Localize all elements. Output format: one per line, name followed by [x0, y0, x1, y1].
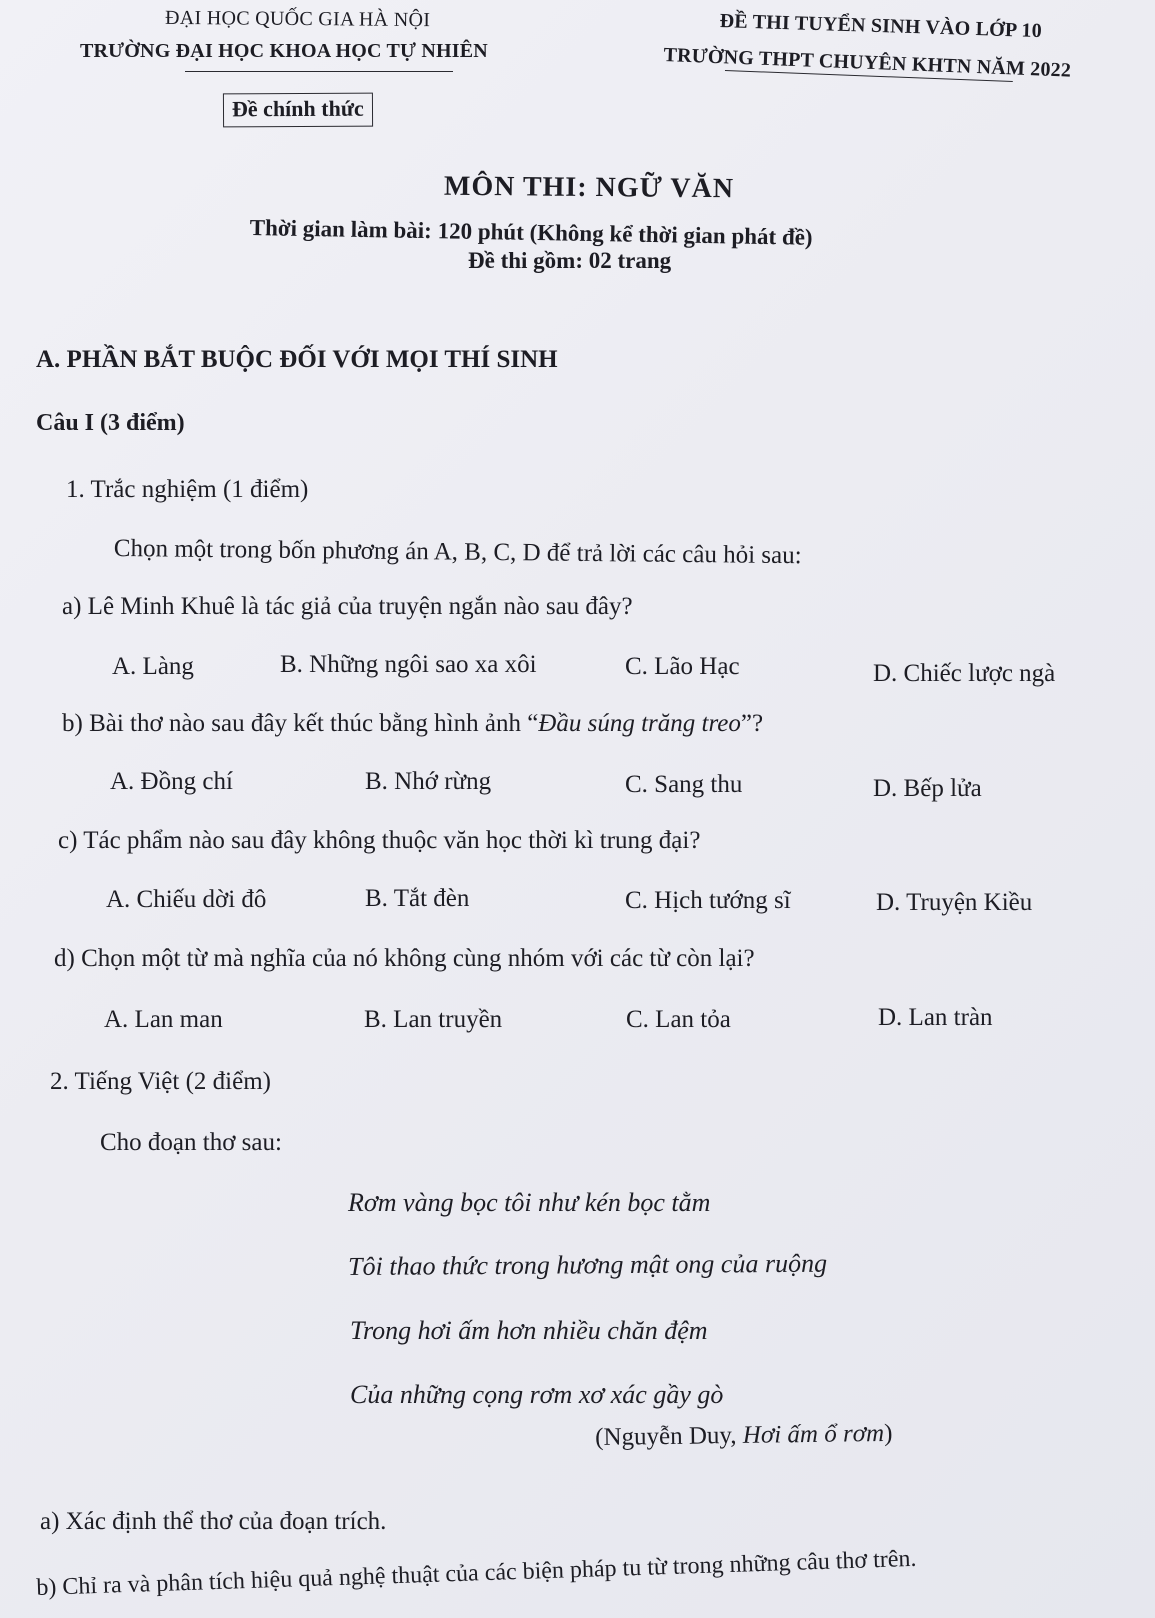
- poem-source-prefix: (Nguyễn Duy,: [595, 1421, 744, 1451]
- poem-line-2: Tôi thao thức trong hương mật ong của ruộng: [348, 1248, 828, 1281]
- question-c-option-d: D. Truyện Kiều: [876, 889, 1033, 916]
- part-2-intro: Cho đoạn thơ sau:: [100, 1129, 282, 1156]
- question-b-prefix: b) Bài thơ nào sau đây kết thúc bằng hình ảnh “: [62, 710, 539, 737]
- question-c-option-c: C. Hịch tướng sĩ: [625, 887, 791, 914]
- official-label: Đề chính thức: [223, 93, 373, 128]
- question-1-title: Câu I (3 điểm): [36, 410, 185, 436]
- question-d: d) Chọn một từ mà nghĩa của nó không cùng nhóm với các từ còn lại?: [54, 945, 755, 972]
- question-b-option-b: B. Nhớ rừng: [365, 768, 492, 795]
- exam-school: TRƯỜNG THPT CHUYÊN KHTN NĂM 2022: [663, 44, 1072, 82]
- question-b-option-d: D. Bếp lửa: [873, 775, 982, 802]
- exam-subject: MÔN THI: NGỮ VĂN: [443, 170, 735, 205]
- exam-heading: ĐỀ THI TUYỂN SINH VÀO LỚP 10: [719, 10, 1043, 43]
- school-name: [80, 40, 488, 63]
- poem-line-4: Của những cọng rơm xơ xác gầy gò: [350, 1380, 724, 1409]
- exam-pages: Đề thi gồm: 02 trang: [468, 248, 672, 273]
- task-a: a) Xác định thể thơ của đoạn trích.: [40, 1508, 387, 1535]
- question-c-option-a: A. Chiếu dời đô: [106, 886, 267, 913]
- poem-line-3: Trong hơi ấm hơn nhiều chăn đệm: [350, 1316, 708, 1345]
- poem-line-1: Rơm vàng bọc tôi như kén bọc tằm: [348, 1188, 711, 1217]
- question-c-option-b: B. Tắt đèn: [365, 885, 470, 912]
- part-1-title: 1. Trắc nghiệm (1 điểm): [66, 476, 309, 503]
- question-b-quote: Đầu súng trăng treo: [538, 710, 741, 737]
- question-d-option-a: A. Lan man: [104, 1006, 223, 1033]
- question-d-option-c: C. Lan tỏa: [626, 1006, 731, 1033]
- poem-source: [595, 1420, 893, 1452]
- question-c: c) Tác phẩm nào sau đây không thuộc văn học thời kì trung đại?: [58, 827, 701, 854]
- question-b: [62, 710, 763, 738]
- question-a-option-d: D. Chiếc lược ngà: [873, 660, 1056, 687]
- exam-time: Thời gian làm bài: 120 phút (Không kể thời gian phát đề): [249, 215, 813, 250]
- school-name-underline: [185, 71, 453, 72]
- question-b-option-a: A. Đồng chí: [110, 768, 233, 795]
- question-d-option-b: B. Lan truyền: [364, 1006, 503, 1033]
- question-d-option-d: D. Lan tràn: [878, 1004, 993, 1031]
- poem-source-title: Hơi ấm ổ rơm: [742, 1419, 885, 1449]
- part-1-instruction: Chọn một trong bốn phương án A, B, C, D để trả lời các câu hỏi sau:: [113, 535, 802, 570]
- part-2-title: 2. Tiếng Việt (2 điểm): [50, 1068, 271, 1095]
- section-a-title: A. PHẦN BẮT BUỘC ĐỐI VỚI MỌI THÍ SINH: [36, 346, 558, 373]
- question-b-option-c: C. Sang thu: [625, 771, 743, 798]
- poem-source-suffix: ): [883, 1419, 893, 1447]
- task-b: b) Chỉ ra và phân tích hiệu quả nghệ thuật của các biện pháp tu từ trong những câu thơ trên.: [36, 1545, 917, 1601]
- question-a-option-a: A. Làng: [112, 653, 194, 680]
- question-a-option-b: B. Những ngôi sao xa xôi: [280, 651, 537, 678]
- question-a: a) Lê Minh Khuê là tác giả của truyện ngắn nào sau đây?: [62, 593, 633, 620]
- school-name-text: TRƯỜNG ĐẠI HỌC KHOA HỌC TỰ NHIÊN: [80, 40, 488, 62]
- question-a-option-c: C. Lão Hạc: [625, 653, 740, 680]
- university-name: ĐẠI HỌC QUỐC GIA HÀ NỘI: [164, 6, 431, 32]
- question-b-suffix: ”?: [740, 710, 764, 737]
